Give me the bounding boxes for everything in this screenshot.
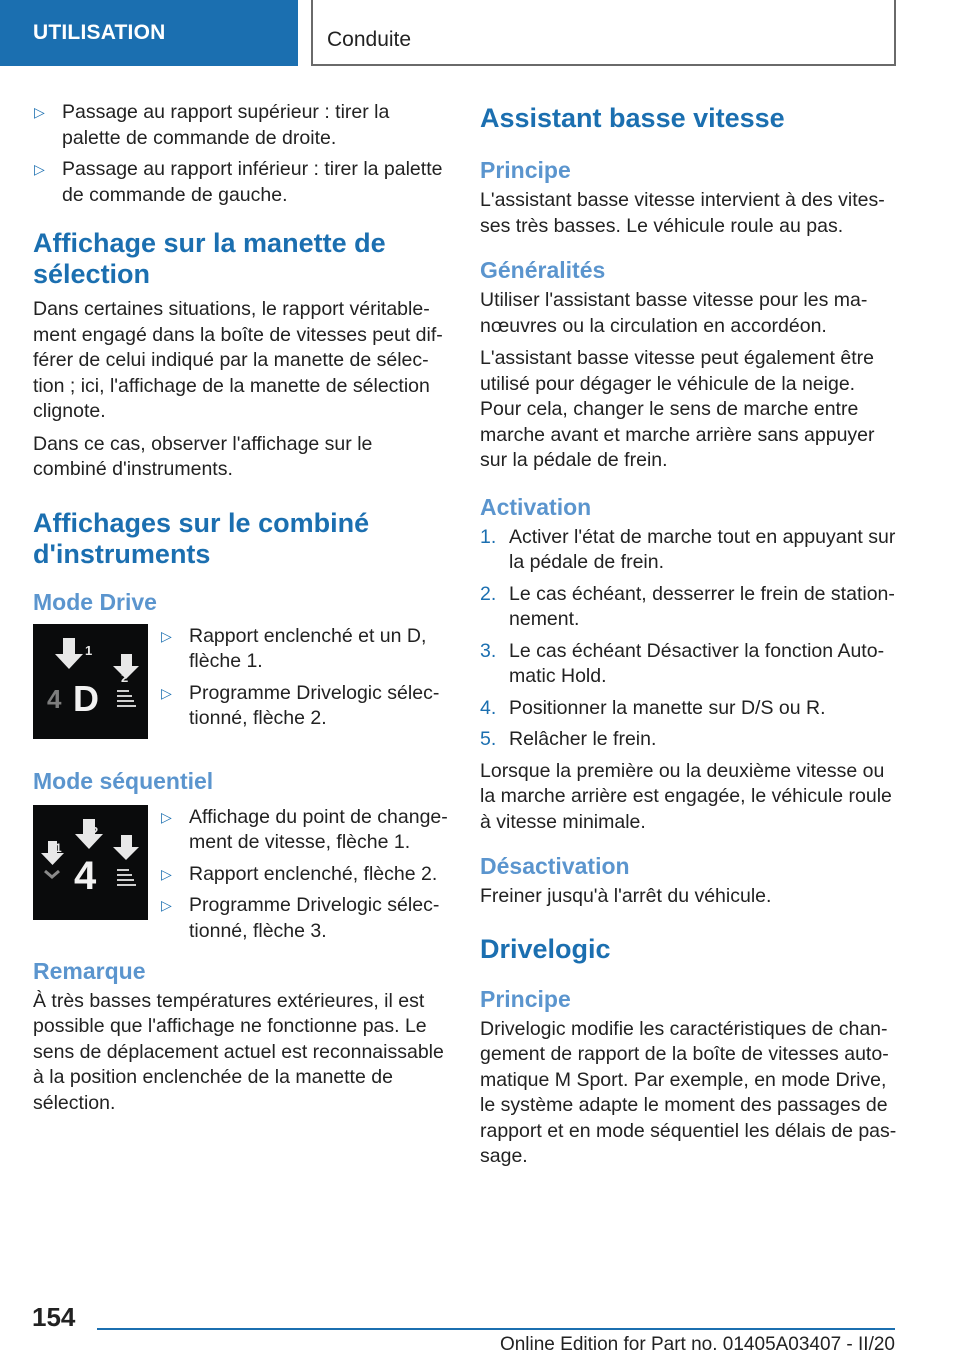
right-column [480,100,900,1177]
step-number: 4. [480,696,497,719]
step-number: 2. [480,582,497,605]
list-item: 1. Activer l'état de marche tout en appuyant sur la pédale de frein. [480,525,896,573]
page-header [0,0,960,66]
sequential-mode-illustration [33,805,148,920]
activation-steps [480,525,900,753]
drive-mode-list [160,624,450,738]
edition-note: Online Edition for Part no. 01405A03407 - II/20 [499,1334,895,1355]
section-heading: Affichages sur le combiné d'instruments [33,507,370,569]
list-item: ▷ Programme Drivelogic sélectionné, flèche 3. [161,894,440,942]
shift-paddle-list [33,100,447,208]
section-heading: Assistant basse vitesse [480,103,785,133]
triangle-bullet-icon: ▷ [161,808,172,825]
list-item: 4. Positionner la manette sur D/S ou R. [480,696,900,722]
step-number: 3. [480,639,497,662]
sequential-mode-figure [33,805,447,945]
left-column [33,100,447,1123]
subsection-heading: Généralités [480,257,606,283]
drive-mode-illustration [33,624,148,739]
triangle-bullet-icon: ▷ [161,684,172,701]
triangle-bullet-icon: ▷ [161,897,172,913]
paragraph: Drivelogic modifie les caractéristiques de changement de rapport de la boîte de vitesses automatique M Sport. Par exemple, en mode Drive, le système adapte le moment des passages de rapport et en mode séquentiel les délais de passage. [480,1017,897,1167]
paragraph: L'assistant basse vitesse peut également être utilisé pour dégager le véhicule de la neige. Pour cela, changer le sens de marche entre marche avant et marche arrière sans appuyer sur la pédale de frein. [480,347,875,471]
section-heading: Drivelogic [480,933,611,964]
arrow-label: 1 [85,642,93,658]
drive-mode-figure [33,624,447,740]
subsection-heading: Mode séquentiel [33,767,214,794]
sequential-mode-display-image [33,805,148,920]
subsection-heading: Remarque [33,957,146,984]
chapter-title: Conduite [311,0,896,66]
gear-side-glyph: 4 [47,683,62,714]
arrow-label: 2 [121,669,129,685]
list-item: ▷ Rapport enclenché et un D, flèche 1. [161,624,427,672]
arrow-label: 2 [91,823,99,839]
footer-divider [97,1328,895,1330]
subsection-heading: Mode Drive [33,588,157,615]
list-item: ▷ Rapport enclenché, flèche 2. [160,862,450,888]
subsection-heading: Activation [480,493,592,520]
gear-main-glyph: 4 [74,853,97,898]
list-item: ▷ Passage au rapport inférieur : tirer la palette de commande de gauche. [34,158,443,206]
gear-main-glyph: D [73,677,99,719]
paragraph: Freiner jusqu'à l'arrêt du véhicule. [480,885,772,907]
subsection-heading: Désactivation [480,853,630,879]
triangle-bullet-icon: ▷ [161,627,172,644]
subsection-heading: Principe [480,157,571,183]
paragraph: Utiliser l'assistant basse vitesse pour les manœuvres ou la circulation en accordéon. [480,289,868,337]
section-tab: UTILISATION [0,0,298,66]
triangle-bullet-icon: ▷ [161,865,172,882]
arrow-label: 1 [55,840,62,855]
triangle-bullet-icon: ▷ [34,161,45,177]
step-number: 5. [480,728,497,750]
paragraph: Dans certaines situations, le rapport véritablement engagé dans la boîte de vitesses peut différer de celui indiqué par la manette de sélection ; ici, l'affichage de la manette de sélection clignote. [33,298,443,422]
list-item: 3. Le cas échéant Désactiver la fonction Automatic Hold. [480,639,885,687]
list-item: 5. Relâcher le frein. [480,727,900,753]
list-item: ▷ Passage au rapport supérieur : tirer la palette de commande de droite. [34,101,390,149]
sequential-mode-list [160,805,450,951]
paragraph: L'assistant basse vitesse intervient à des vitesses très basses. Le véhicule roule au pas. [480,189,885,237]
page-number: 154 [32,1302,76,1332]
arrow-label: 3 [121,840,128,855]
subsection-heading: Principe [480,985,571,1012]
triangle-bullet-icon: ▷ [34,104,45,120]
paragraph: À très basses températures extérieures, il est possible que l'affichage ne fonctionne pas. Le sens de déplacement actuel est reconnaissable à la position enclenchée de la manette de sélection. [33,989,444,1114]
list-item: ▷ Programme Drivelogic sélectionné, flèche 2. [161,681,440,729]
paragraph: Dans ce cas, observer l'affichage sur le combiné d'instruments. [33,432,373,480]
section-heading: Affichage sur la manette de sélection [33,228,386,289]
step-number: 1. [480,525,497,548]
list-item: ▷ Affichage du point de changement de vitesse, flèche 1. [161,805,448,853]
drive-mode-display-image [33,624,148,739]
list-item: 2. Le cas échéant, desserrer le frein de stationnement. [480,582,895,630]
paragraph: Lorsque la première ou la deuxième vitesse ou la marche arrière est engagée, le véhicule roule à vitesse minimale. [480,759,892,833]
